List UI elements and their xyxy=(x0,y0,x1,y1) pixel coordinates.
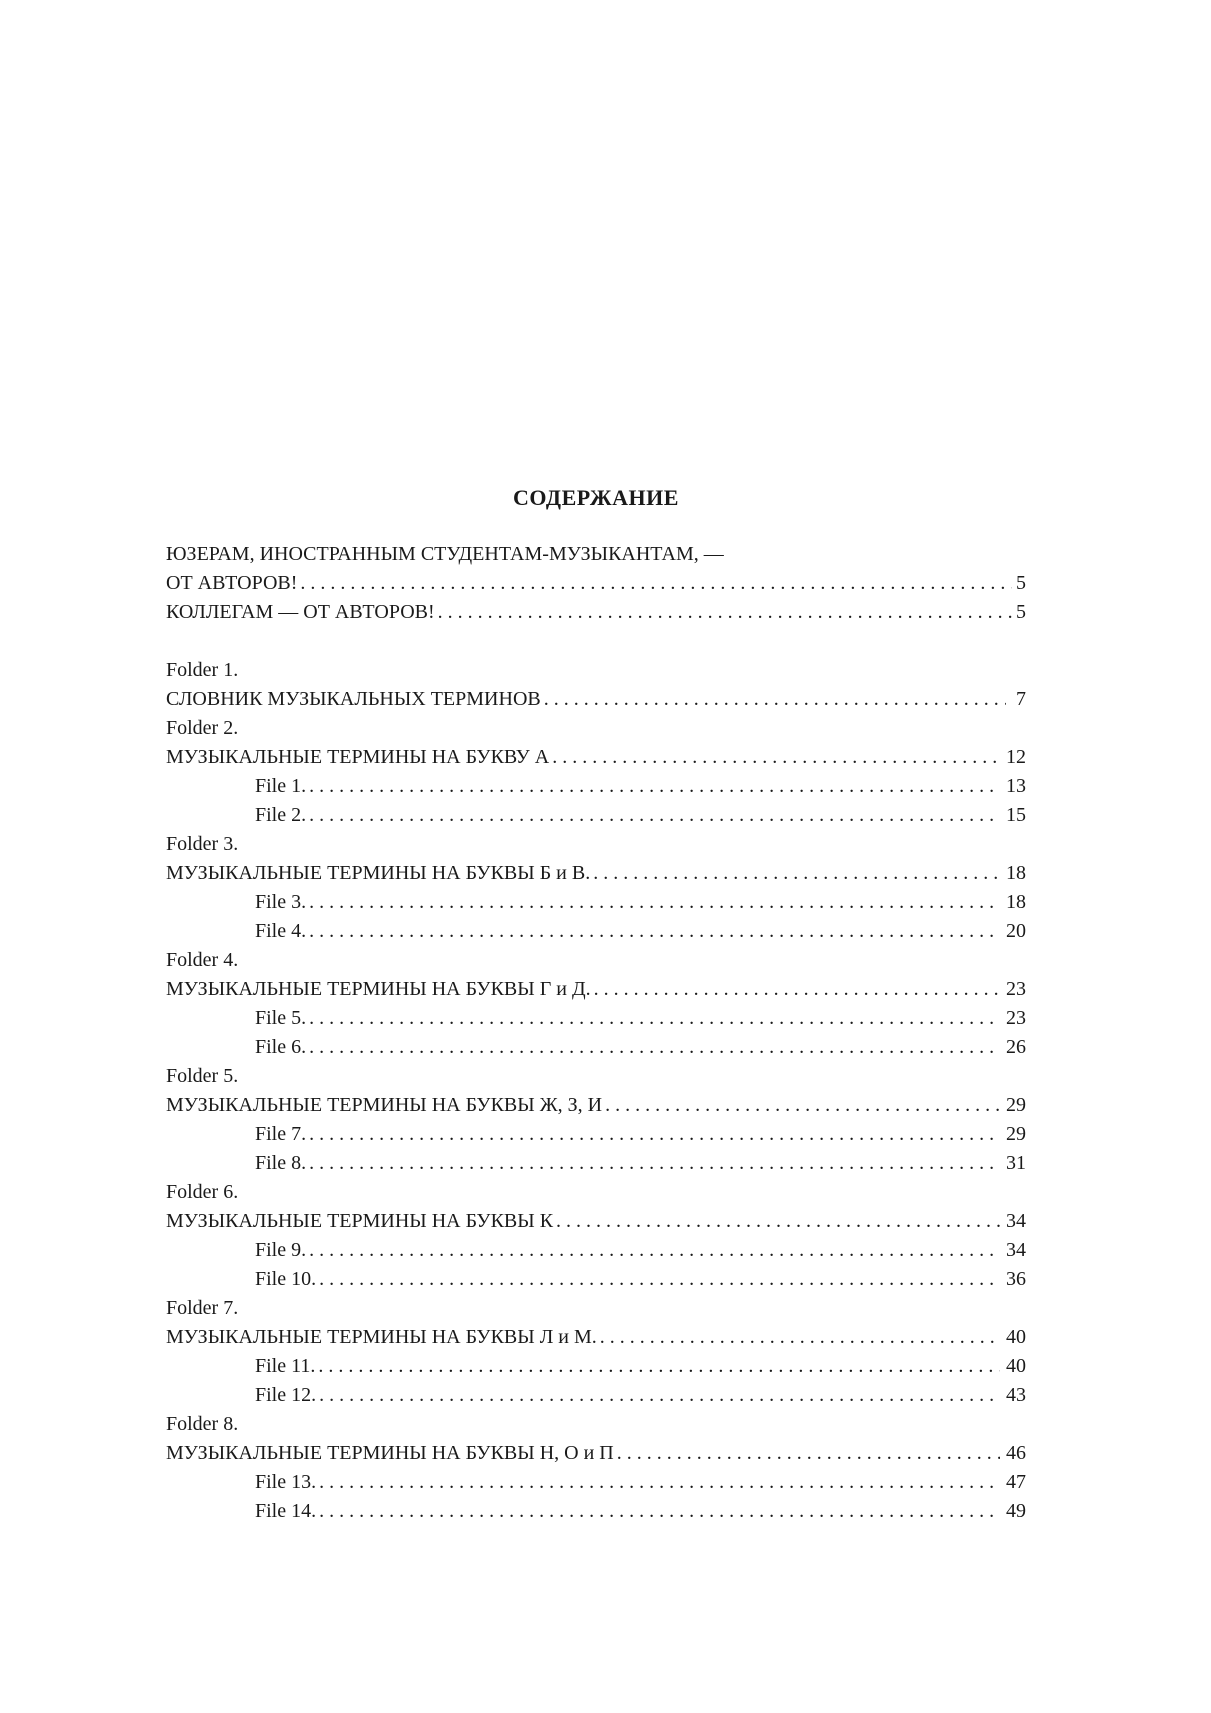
dot-leader xyxy=(319,1265,1000,1294)
dot-leader xyxy=(600,1323,1000,1352)
toc-entry-folder[interactable] xyxy=(166,1439,1026,1468)
toc-entry-label: КОЛЛЕГАМ — ОТ АВТОРОВ! xyxy=(166,601,435,623)
toc-entry-file[interactable] xyxy=(166,1352,1026,1381)
dot-leader xyxy=(309,801,1000,830)
toc-entry-file[interactable] xyxy=(166,1120,1026,1149)
toc-entry-page: 36 xyxy=(1006,1268,1026,1290)
toc-entry-page: 7 xyxy=(1016,688,1026,710)
folder-label: Folder 6. xyxy=(166,1181,239,1203)
folder-label: Folder 8. xyxy=(166,1413,239,1435)
toc-entry-page: 5 xyxy=(1016,601,1026,623)
toc-entry-intro-colleagues[interactable] xyxy=(166,598,1026,627)
toc-entry-page: 15 xyxy=(1006,804,1026,826)
toc-title: СОДЕРЖАНИЕ xyxy=(513,485,679,510)
dot-leader xyxy=(552,743,1000,772)
table-of-contents xyxy=(166,478,1026,1526)
dot-leader xyxy=(438,598,1012,627)
dot-leader xyxy=(556,1207,1000,1236)
dot-leader xyxy=(544,685,1006,714)
toc-entry-page: 18 xyxy=(1006,891,1026,913)
dot-leader xyxy=(309,1149,1000,1178)
toc-entry-label: File 14. xyxy=(255,1500,317,1522)
toc-entry-file[interactable] xyxy=(166,1381,1026,1410)
toc-entry-file[interactable] xyxy=(166,1236,1026,1265)
folder-label: Folder 5. xyxy=(166,1065,239,1087)
toc-entry-label: File 3. xyxy=(255,891,307,913)
folder-label: Folder 1. xyxy=(166,659,239,681)
toc-entry-file[interactable] xyxy=(166,917,1026,946)
toc-entry-label: File 9. xyxy=(255,1239,307,1261)
toc-entry-file[interactable] xyxy=(166,888,1026,917)
dot-leader xyxy=(594,975,1000,1004)
dot-leader xyxy=(309,772,1000,801)
toc-entry-page: 46 xyxy=(1006,1442,1026,1464)
dot-leader xyxy=(300,569,1012,598)
toc-entry-label: File 1. xyxy=(255,775,307,797)
toc-entry-label: File 2. xyxy=(255,804,307,826)
toc-entry-label: File 8. xyxy=(255,1152,307,1174)
toc-entry-label: МУЗЫКАЛЬНЫЕ ТЕРМИНЫ НА БУКВЫ Б и В. xyxy=(166,862,591,884)
toc-entry-folder[interactable] xyxy=(166,1207,1026,1236)
dot-leader xyxy=(318,1352,1000,1381)
toc-entry-page: 40 xyxy=(1006,1355,1026,1377)
toc-entry-page: 12 xyxy=(1006,746,1026,768)
toc-entry-label: File 7. xyxy=(255,1123,307,1145)
toc-entry-page: 29 xyxy=(1006,1094,1026,1116)
toc-entry-file[interactable] xyxy=(166,1497,1026,1526)
toc-entry-page: 23 xyxy=(1006,978,1026,1000)
toc-entry-label: File 10. xyxy=(255,1268,317,1290)
dot-leader xyxy=(309,1004,1000,1033)
toc-entry-page: 23 xyxy=(1006,1007,1026,1029)
toc-entry-label: МУЗЫКАЛЬНЫЕ ТЕРМИНЫ НА БУКВЫ Г и Д. xyxy=(166,978,591,1000)
folder-list xyxy=(166,656,1026,1526)
toc-entry-label: МУЗЫКАЛЬНЫЕ ТЕРМИНЫ НА БУКВЫ К xyxy=(166,1210,554,1232)
toc-entry-page: 13 xyxy=(1006,775,1026,797)
toc-entry-folder[interactable] xyxy=(166,859,1026,888)
folder-label: Folder 7. xyxy=(166,1297,239,1319)
folder-label: Folder 3. xyxy=(166,833,239,855)
toc-entry-file[interactable] xyxy=(166,1468,1026,1497)
toc-entry-page: 31 xyxy=(1006,1152,1026,1174)
dot-leader xyxy=(319,1468,1000,1497)
toc-entry-label: МУЗЫКАЛЬНЫЕ ТЕРМИНЫ НА БУКВУ А xyxy=(166,746,550,768)
toc-entry-page: 20 xyxy=(1006,920,1026,942)
toc-entry-label: File 11. xyxy=(255,1355,316,1377)
dot-leader xyxy=(309,1236,1000,1265)
toc-entry-folder[interactable] xyxy=(166,975,1026,1004)
toc-entry-label: File 4. xyxy=(255,920,307,942)
toc-entry-folder[interactable] xyxy=(166,1091,1026,1120)
toc-entry-file[interactable] xyxy=(166,1004,1026,1033)
folder-label: Folder 4. xyxy=(166,949,239,971)
toc-entry-page: 47 xyxy=(1006,1471,1026,1493)
section-spacer xyxy=(166,627,1026,656)
toc-entry-folder[interactable] xyxy=(166,743,1026,772)
toc-entry-file[interactable] xyxy=(166,772,1026,801)
toc-entry-page: 29 xyxy=(1006,1123,1026,1145)
toc-entry-page: 49 xyxy=(1006,1500,1026,1522)
toc-entry-folder[interactable] xyxy=(166,1323,1026,1352)
toc-entry-page: 26 xyxy=(1006,1036,1026,1058)
toc-entry-label: File 6. xyxy=(255,1036,307,1058)
toc-entry-folder[interactable] xyxy=(166,685,1026,714)
toc-entry-page: 40 xyxy=(1006,1326,1026,1348)
intro-heading-line-1: ЮЗЕРАМ, ИНОСТРАННЫМ СТУДЕНТАМ-МУЗЫКАНТАМ, — xyxy=(166,543,724,565)
toc-entry-intro-users[interactable] xyxy=(166,569,1026,598)
dot-leader xyxy=(593,859,1000,888)
toc-entry-label: СЛОВНИК МУЗЫКАЛЬНЫХ ТЕРМИНОВ xyxy=(166,688,541,710)
folder-label: Folder 2. xyxy=(166,717,239,739)
toc-entry-page: 34 xyxy=(1006,1239,1026,1261)
toc-entry-file[interactable] xyxy=(166,1265,1026,1294)
toc-entry-label: File 5. xyxy=(255,1007,307,1029)
toc-entry-page: 34 xyxy=(1006,1210,1026,1232)
toc-entry-label: File 12. xyxy=(255,1384,317,1406)
toc-entry-file[interactable] xyxy=(166,1149,1026,1178)
dot-leader xyxy=(605,1091,1000,1120)
dot-leader xyxy=(309,917,1000,946)
toc-entry-page: 18 xyxy=(1006,862,1026,884)
dot-leader xyxy=(309,888,1000,917)
dot-leader xyxy=(617,1439,1000,1468)
dot-leader xyxy=(309,1120,1000,1149)
toc-entry-label: МУЗЫКАЛЬНЫЕ ТЕРМИНЫ НА БУКВЫ Н, О и П xyxy=(166,1442,614,1464)
toc-entry-page: 5 xyxy=(1016,572,1026,594)
dot-leader xyxy=(319,1497,1000,1526)
dot-leader xyxy=(319,1381,1000,1410)
toc-entry-label: ОТ АВТОРОВ! xyxy=(166,572,298,594)
dot-leader xyxy=(309,1033,1000,1062)
toc-entry-file[interactable] xyxy=(166,1033,1026,1062)
toc-entry-label: File 13. xyxy=(255,1471,317,1493)
toc-entry-label: МУЗЫКАЛЬНЫЕ ТЕРМИНЫ НА БУКВЫ Ж, З, И xyxy=(166,1094,603,1116)
toc-entry-file[interactable] xyxy=(166,801,1026,830)
toc-entry-label: МУЗЫКАЛЬНЫЕ ТЕРМИНЫ НА БУКВЫ Л и М. xyxy=(166,1326,597,1348)
toc-entry-page: 43 xyxy=(1006,1384,1026,1406)
